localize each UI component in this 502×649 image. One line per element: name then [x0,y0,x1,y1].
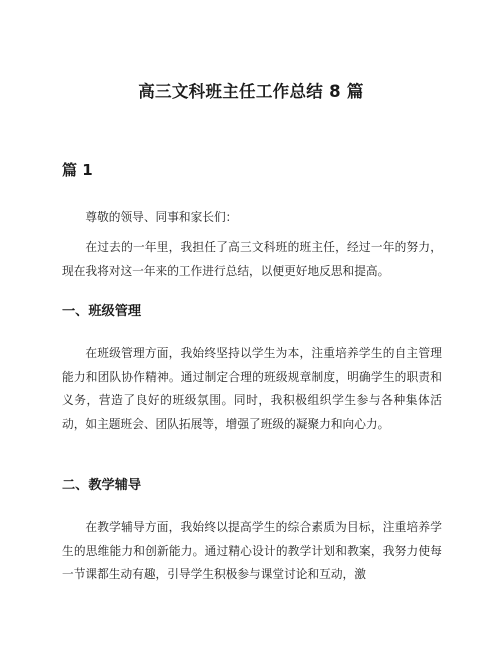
class-management-paragraph: 在班级管理方面，我始终坚持以学生为本，注重培养学生的自主管理能力和团队协作精神。通过制定合理的班级规章制度，明确学生的职责和义务，营造了良好的班级氛围。同时，我积极组织学生参与各种集体活动，如主题班会、团队拓展等，增强了班级的凝聚力和向心力。 [62,346,442,431]
subsection-heading-teaching: 二、教学辅导 [62,478,142,493]
subsection-heading-class-management: 一、班级管理 [62,304,142,319]
section-heading: 篇 1 [62,161,93,179]
teaching-paragraph: 在教学辅导方面，我始终以提高学生的综合素质为目标，注重培养学生的思维能力和创新能力。通过精心设计的教学计划和教案，我努力使每一节课都生动有趣，引导学生积极参与课堂讨论和互动，激 [62,520,442,581]
intro-paragraph: 在过去的一年里，我担任了高三文科班的班主任，经过一年的努力，现在我将对这一年来的工作进行总结，以便更好地反思和提高。 [62,240,442,278]
document-title: 高三文科班主任工作总结 8 篇 [138,82,364,101]
greeting-paragraph: 尊敬的领导、同事和家长们： [85,210,238,224]
